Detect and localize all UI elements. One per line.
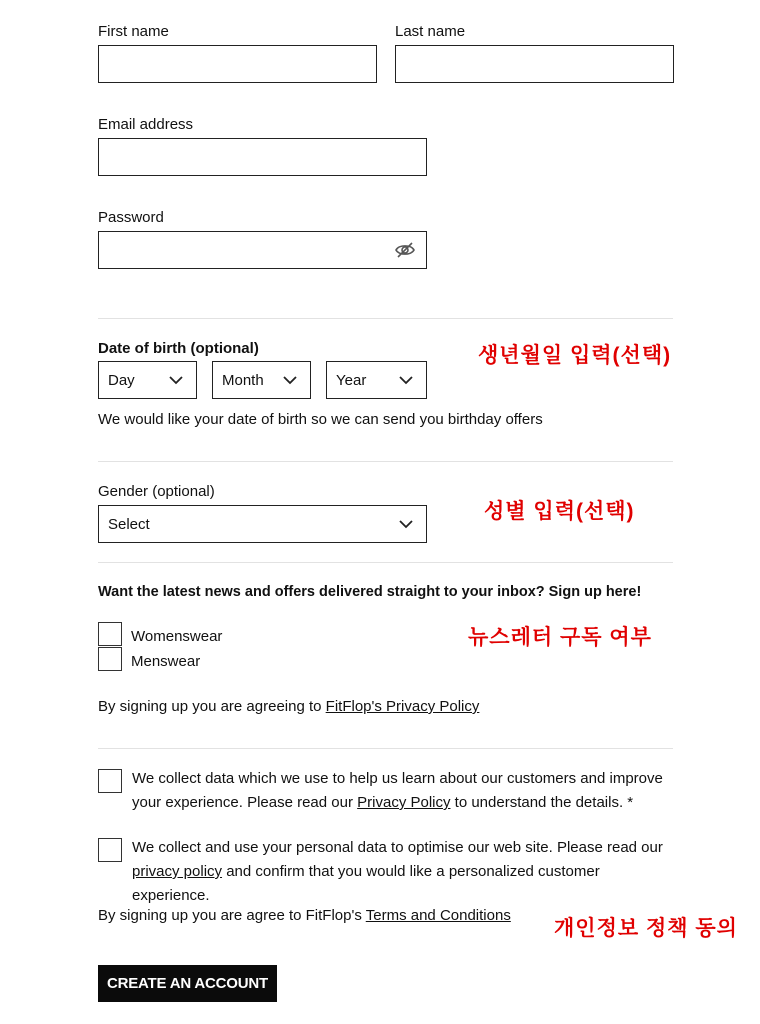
privacy-policy-link-3[interactable]: privacy policy (132, 863, 223, 880)
consent-data-text (132, 767, 672, 815)
gender-label: Gender (optional) (98, 483, 215, 500)
annotation-gender: 성별 입력(선택) (484, 500, 635, 523)
dob-note: We would like your date of birth so we can send you birthday offers (98, 411, 543, 428)
first-name-label: First name (98, 23, 169, 40)
newsletter-heading: Want the latest news and offers delivered straight to your inbox? Sign up here! (98, 584, 642, 600)
last-name-label: Last name (395, 23, 466, 40)
consent-data-text-pre: We collect data which we use to help us learn about our customers and improve your experience. Please read our (132, 770, 663, 811)
privacy-policy-link[interactable]: FitFlop's Privacy Policy (325, 698, 480, 715)
terms-agreement-text (98, 904, 511, 928)
email-label: Email address (98, 116, 194, 133)
email-input[interactable] (98, 138, 427, 176)
menswear-checkbox[interactable] (98, 647, 122, 671)
annotation-newsletter: 뉴스레터 구독 여부 (468, 626, 652, 649)
gender-value: Select (108, 515, 150, 533)
chevron-down-icon (398, 518, 414, 530)
eye-off-icon[interactable] (395, 241, 415, 259)
dob-day-select[interactable] (98, 361, 197, 399)
privacy-agreement-text (98, 695, 479, 719)
menswear-label: Menswear (131, 653, 201, 670)
chevron-down-icon (168, 374, 184, 386)
create-account-button[interactable]: CREATE AN ACCOUNT (98, 965, 277, 1002)
dob-day-value: Day (108, 371, 135, 389)
gender-select[interactable] (98, 505, 427, 543)
dob-label: Date of birth (optional) (98, 340, 259, 357)
last-name-input[interactable] (395, 45, 674, 83)
terms-link[interactable]: Terms and Conditions (365, 907, 511, 924)
privacy-policy-link-2[interactable]: Privacy Policy (357, 794, 451, 811)
section-divider (98, 461, 673, 462)
annotation-privacy: 개인정보 정책 동의 (554, 917, 738, 940)
dob-year-value: Year (336, 371, 367, 389)
terms-prefix: By signing up you are agree to FitFlop's (98, 907, 366, 924)
consent-personalize-text-post: and confirm that you would like a personalized customer experience. (132, 863, 600, 904)
consent-personalize-checkbox[interactable] (98, 838, 122, 862)
section-divider (98, 318, 673, 319)
consent-personalize-text (132, 836, 677, 908)
privacy-prefix: By signing up you are agreeing to (98, 698, 326, 715)
dob-month-select[interactable] (212, 361, 311, 399)
womenswear-checkbox[interactable] (98, 622, 122, 646)
chevron-down-icon (282, 374, 298, 386)
section-divider (98, 748, 673, 749)
annotation-dob: 생년월일 입력(선택) (478, 344, 672, 367)
section-divider (98, 562, 673, 563)
dob-month-value: Month (222, 371, 264, 389)
first-name-input[interactable] (98, 45, 377, 83)
password-label: Password (98, 209, 164, 226)
chevron-down-icon (398, 374, 414, 386)
consent-data-text-post: to understand the details. * (450, 794, 634, 811)
consent-personalize-text-pre: We collect and use your personal data to optimise our web site. Please read our (132, 839, 663, 856)
dob-year-select[interactable] (326, 361, 427, 399)
consent-data-checkbox[interactable] (98, 769, 122, 793)
password-input[interactable] (98, 231, 427, 269)
womenswear-label: Womenswear (131, 628, 223, 645)
